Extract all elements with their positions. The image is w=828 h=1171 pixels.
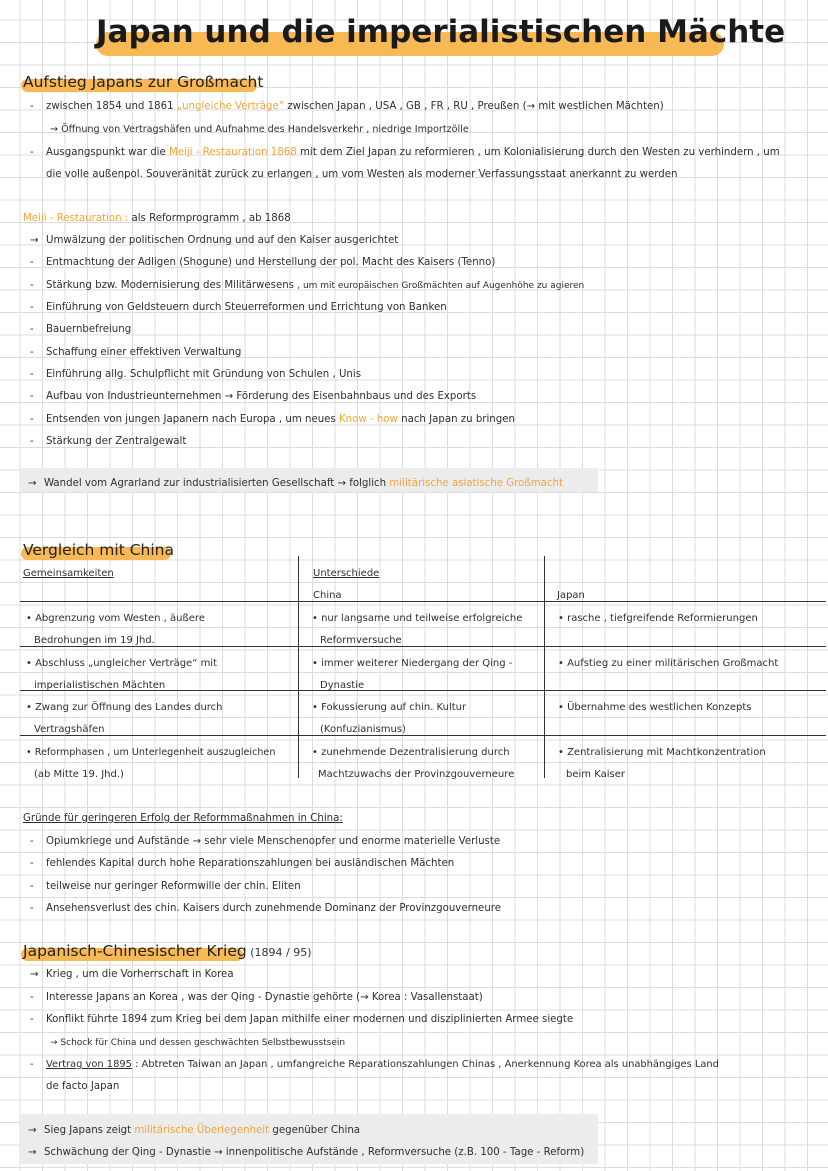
- highlight-text: „ungleiche Verträge“: [176, 101, 285, 112]
- dash: -: [30, 280, 34, 291]
- table-cell: • Reformphasen , um Unterlegenheit auszugleichen: [26, 747, 276, 758]
- table-cell: beim Kaiser: [566, 769, 625, 780]
- dash: -: [30, 1059, 34, 1070]
- text: Bauernbefreiung: [46, 324, 132, 335]
- meiji-line-1: [30, 234, 398, 248]
- text: Ausgangspunkt war die: [46, 147, 169, 158]
- arrow-icon: →: [28, 478, 37, 489]
- text: Stärkung der Zentralgewalt: [46, 436, 187, 447]
- highlight-text: militärische Überlegenheit: [134, 1125, 270, 1136]
- text: als Reformprogramm , ab 1868: [128, 213, 291, 224]
- heading-krieg: [23, 941, 312, 963]
- table-divider: [544, 556, 545, 778]
- dash: -: [30, 147, 34, 158]
- table-divider: [20, 735, 826, 736]
- meiji-line-10: [30, 435, 186, 449]
- text: nach Japan zu bringen: [397, 414, 515, 425]
- table-cell: Vertragshäfen: [34, 724, 105, 735]
- page-title: [96, 12, 786, 54]
- text: Schwächung der Qing - Dynastie → innenpolitische Aufstände , Reformversuche (z.B. 100 - Tage - Reform): [44, 1147, 585, 1158]
- meiji-intro: [23, 212, 291, 226]
- table-cell: Machtzuwachs der Provinzgouverneure: [318, 769, 515, 780]
- title-text: Japan und die imperialistischen Mächte: [96, 14, 786, 50]
- meiji-line-5: [30, 323, 131, 337]
- table-cell: • Abgrenzung vom Westen , äußere: [26, 613, 205, 624]
- dash: -: [30, 1014, 34, 1025]
- text: die volle außenpol. Souveränität zurück zu erlangen , um vom Westen als moderner Verfassungsstaat anerkannt zu werden: [46, 169, 678, 180]
- text: → Öffnung von Vertragshäfen und Aufnahme des Handelsverkehr , niedrige Importzölle: [50, 124, 469, 135]
- meiji-line-7: [30, 368, 361, 382]
- text: , um mit europäischen Großmächten auf Augenhöhe zu agieren: [297, 281, 585, 291]
- dash: -: [30, 836, 34, 847]
- table-divider: [298, 556, 299, 778]
- table-cell: • zunehmende Dezentralisierung durch: [312, 747, 510, 758]
- dash: -: [30, 302, 34, 313]
- reasons-line-1: [30, 835, 500, 849]
- text: Schaffung einer effektiven Verwaltung: [46, 347, 242, 358]
- dash: -: [30, 881, 34, 892]
- table-cell: • Abschluss „ungleicher Verträge“ mit: [26, 658, 218, 669]
- arrow-icon: →: [28, 1147, 37, 1158]
- text: Aufbau von Industrieunternehmen → Förderung des Eisenbahnbaus und des Exports: [46, 391, 477, 402]
- aufstieg-line-4: [46, 168, 677, 182]
- aufstieg-line-3: [30, 146, 780, 160]
- text: Opiumkriege und Aufstände → sehr viele Menschenopfer und enorme materielle Verluste: [46, 836, 501, 847]
- text: → Schock für China und dessen geschwächten Selbstbewusstsein: [50, 1038, 346, 1048]
- col-header-japan: Japan: [557, 590, 585, 601]
- table-cell: Bedrohungen im 19 Jhd.: [34, 635, 155, 646]
- dash: -: [30, 369, 34, 380]
- text: mit dem Ziel Japan zu reformieren , um Kolonialisierung durch den Westen zu verhindern , um: [296, 147, 780, 158]
- text: Interesse Japans an Korea , was der Qing - Dynastie gehörte (→ Korea : Vasallenstaat): [46, 992, 483, 1003]
- text: Wandel vom Agrarland zur industrialisierten Gesellschaft → folglich: [44, 478, 390, 489]
- meiji-line-3: [30, 279, 584, 293]
- dash: -: [30, 992, 34, 1003]
- heading-text: Japanisch-Chinesischer Krieg: [23, 942, 247, 960]
- text: Vertrag von 1895: [46, 1059, 132, 1070]
- reasons-line-4: [30, 902, 501, 916]
- dash: -: [30, 391, 34, 402]
- war-line-4: [50, 1036, 345, 1050]
- war-line-1: [30, 968, 234, 982]
- meiji-line-9: [30, 413, 515, 427]
- reasons-line-3: [30, 880, 301, 894]
- war-line-6: [46, 1080, 119, 1094]
- highlight-text: militärische asiatische Großmacht: [389, 478, 563, 489]
- table-cell: • immer weiterer Niedergang der Qing -: [312, 658, 513, 669]
- table-cell: (Konfuzianismus): [320, 724, 406, 735]
- text: Ansehensverlust des chin. Kaisers durch zunehmende Dominanz der Provinzgouverneure: [46, 903, 502, 914]
- text: de facto Japan: [46, 1081, 120, 1092]
- dash: -: [30, 903, 34, 914]
- meiji-line-6: [30, 346, 241, 360]
- table-cell: • nur langsame und teilweise erfolgreiche: [312, 613, 523, 624]
- table-cell: • Zentralisierung mit Machtkonzentration: [558, 747, 766, 758]
- table-cell: imperialistischen Mächten: [34, 680, 166, 691]
- dash: -: [30, 324, 34, 335]
- highlight-text: Know - how: [339, 414, 398, 425]
- dash: -: [30, 858, 34, 869]
- war-line-2: [30, 991, 483, 1005]
- text: zwischen 1854 und 1861: [46, 101, 177, 112]
- text: zwischen Japan , USA , GB , FR , RU , Preußen (→ mit westlichen Mächten): [284, 101, 664, 112]
- table-cell: • Aufstieg zu einer militärischen Großmacht: [558, 658, 779, 669]
- heading-text: Vergleich mit China: [23, 541, 174, 559]
- aufstieg-line-2: [50, 123, 469, 137]
- table-divider: [20, 601, 826, 602]
- war-line-5: [30, 1058, 719, 1072]
- war-summary-1: [28, 1124, 360, 1138]
- text: Einführung von Geldsteuern durch Steuerreformen und Errichtung von Banken: [46, 302, 447, 313]
- dash: -: [30, 414, 34, 425]
- text: Entmachtung der Adligen (Shogune) und Herstellung der pol. Macht des Kaisers (Tenno): [46, 257, 496, 268]
- table-cell: Dynastie: [320, 680, 365, 691]
- heading-text: Aufstieg Japans zur Großmacht: [23, 73, 264, 91]
- text: fehlendes Kapital durch hohe Reparationszahlungen bei ausländischen Mächten: [46, 858, 455, 869]
- table-cell: • rasche , tiefgreifende Reformierungen: [558, 613, 758, 624]
- text: Sieg Japans zeigt: [44, 1125, 135, 1136]
- text: Umwälzung der politischen Ordnung und auf den Kaiser ausgerichtet: [46, 235, 399, 246]
- table-cell: (ab Mitte 19. Jhd.): [34, 769, 124, 780]
- text: teilweise nur geringer Reformwille der chin. Eliten: [46, 881, 301, 892]
- table-cell: • Übernahme des westlichen Konzepts: [558, 702, 752, 713]
- years-text: (1894 / 95): [246, 946, 312, 959]
- dash: -: [30, 347, 34, 358]
- text: gegenüber China: [269, 1125, 361, 1136]
- text: Einführung allg. Schulpflicht mit Gründung von Schulen , Unis: [46, 369, 362, 380]
- col-header-gemeinsamkeiten: Gemeinsamkeiten: [23, 568, 114, 579]
- reasons-heading: Gründe für geringeren Erfolg der Reformmaßnahmen in China:: [23, 813, 343, 824]
- war-summary-2: [28, 1146, 584, 1160]
- arrow-icon: →: [28, 1125, 37, 1136]
- meiji-line-4: [30, 301, 447, 315]
- meiji-summary: [28, 477, 563, 491]
- meiji-label: Meiji - Restauration :: [23, 213, 129, 224]
- highlight-text: Meiji - Restauration 1868: [169, 147, 297, 158]
- col-header-china: China: [313, 590, 342, 601]
- heading-vergleich: [23, 540, 174, 560]
- aufstieg-line-1: [30, 100, 664, 114]
- text: Krieg , um die Vorherrschaft in Korea: [46, 969, 234, 980]
- arrow-icon: →: [30, 235, 39, 246]
- heading-aufstieg: [23, 72, 263, 92]
- table-cell: • Fokussierung auf chin. Kultur: [312, 702, 467, 713]
- arrow-icon: →: [30, 969, 39, 980]
- war-line-3: [30, 1013, 573, 1027]
- meiji-line-8: [30, 390, 476, 404]
- text: Stärkung bzw. Modernisierung des Militärwesens: [46, 280, 298, 291]
- table-cell: • Zwang zur Öffnung des Landes durch: [26, 702, 223, 713]
- text: Entsenden von jungen Japanern nach Europa , um neues: [46, 414, 339, 425]
- col-header-unterschiede: Unterschiede: [313, 568, 380, 579]
- dash: -: [30, 436, 34, 447]
- dash: -: [30, 257, 34, 268]
- dash: -: [30, 101, 34, 112]
- reasons-line-2: [30, 857, 454, 871]
- text: : Abtreten Taiwan an Japan , umfangreiche Reparationszahlungen Chinas , Anerkennung Korea als unabhängiges Land: [131, 1059, 719, 1070]
- table-cell: Reformversuche: [320, 635, 402, 646]
- text: Konflikt führte 1894 zum Krieg bei dem Japan mithilfe einer modernen und disziplinierten Armee siegte: [46, 1014, 574, 1025]
- meiji-line-2: [30, 256, 495, 270]
